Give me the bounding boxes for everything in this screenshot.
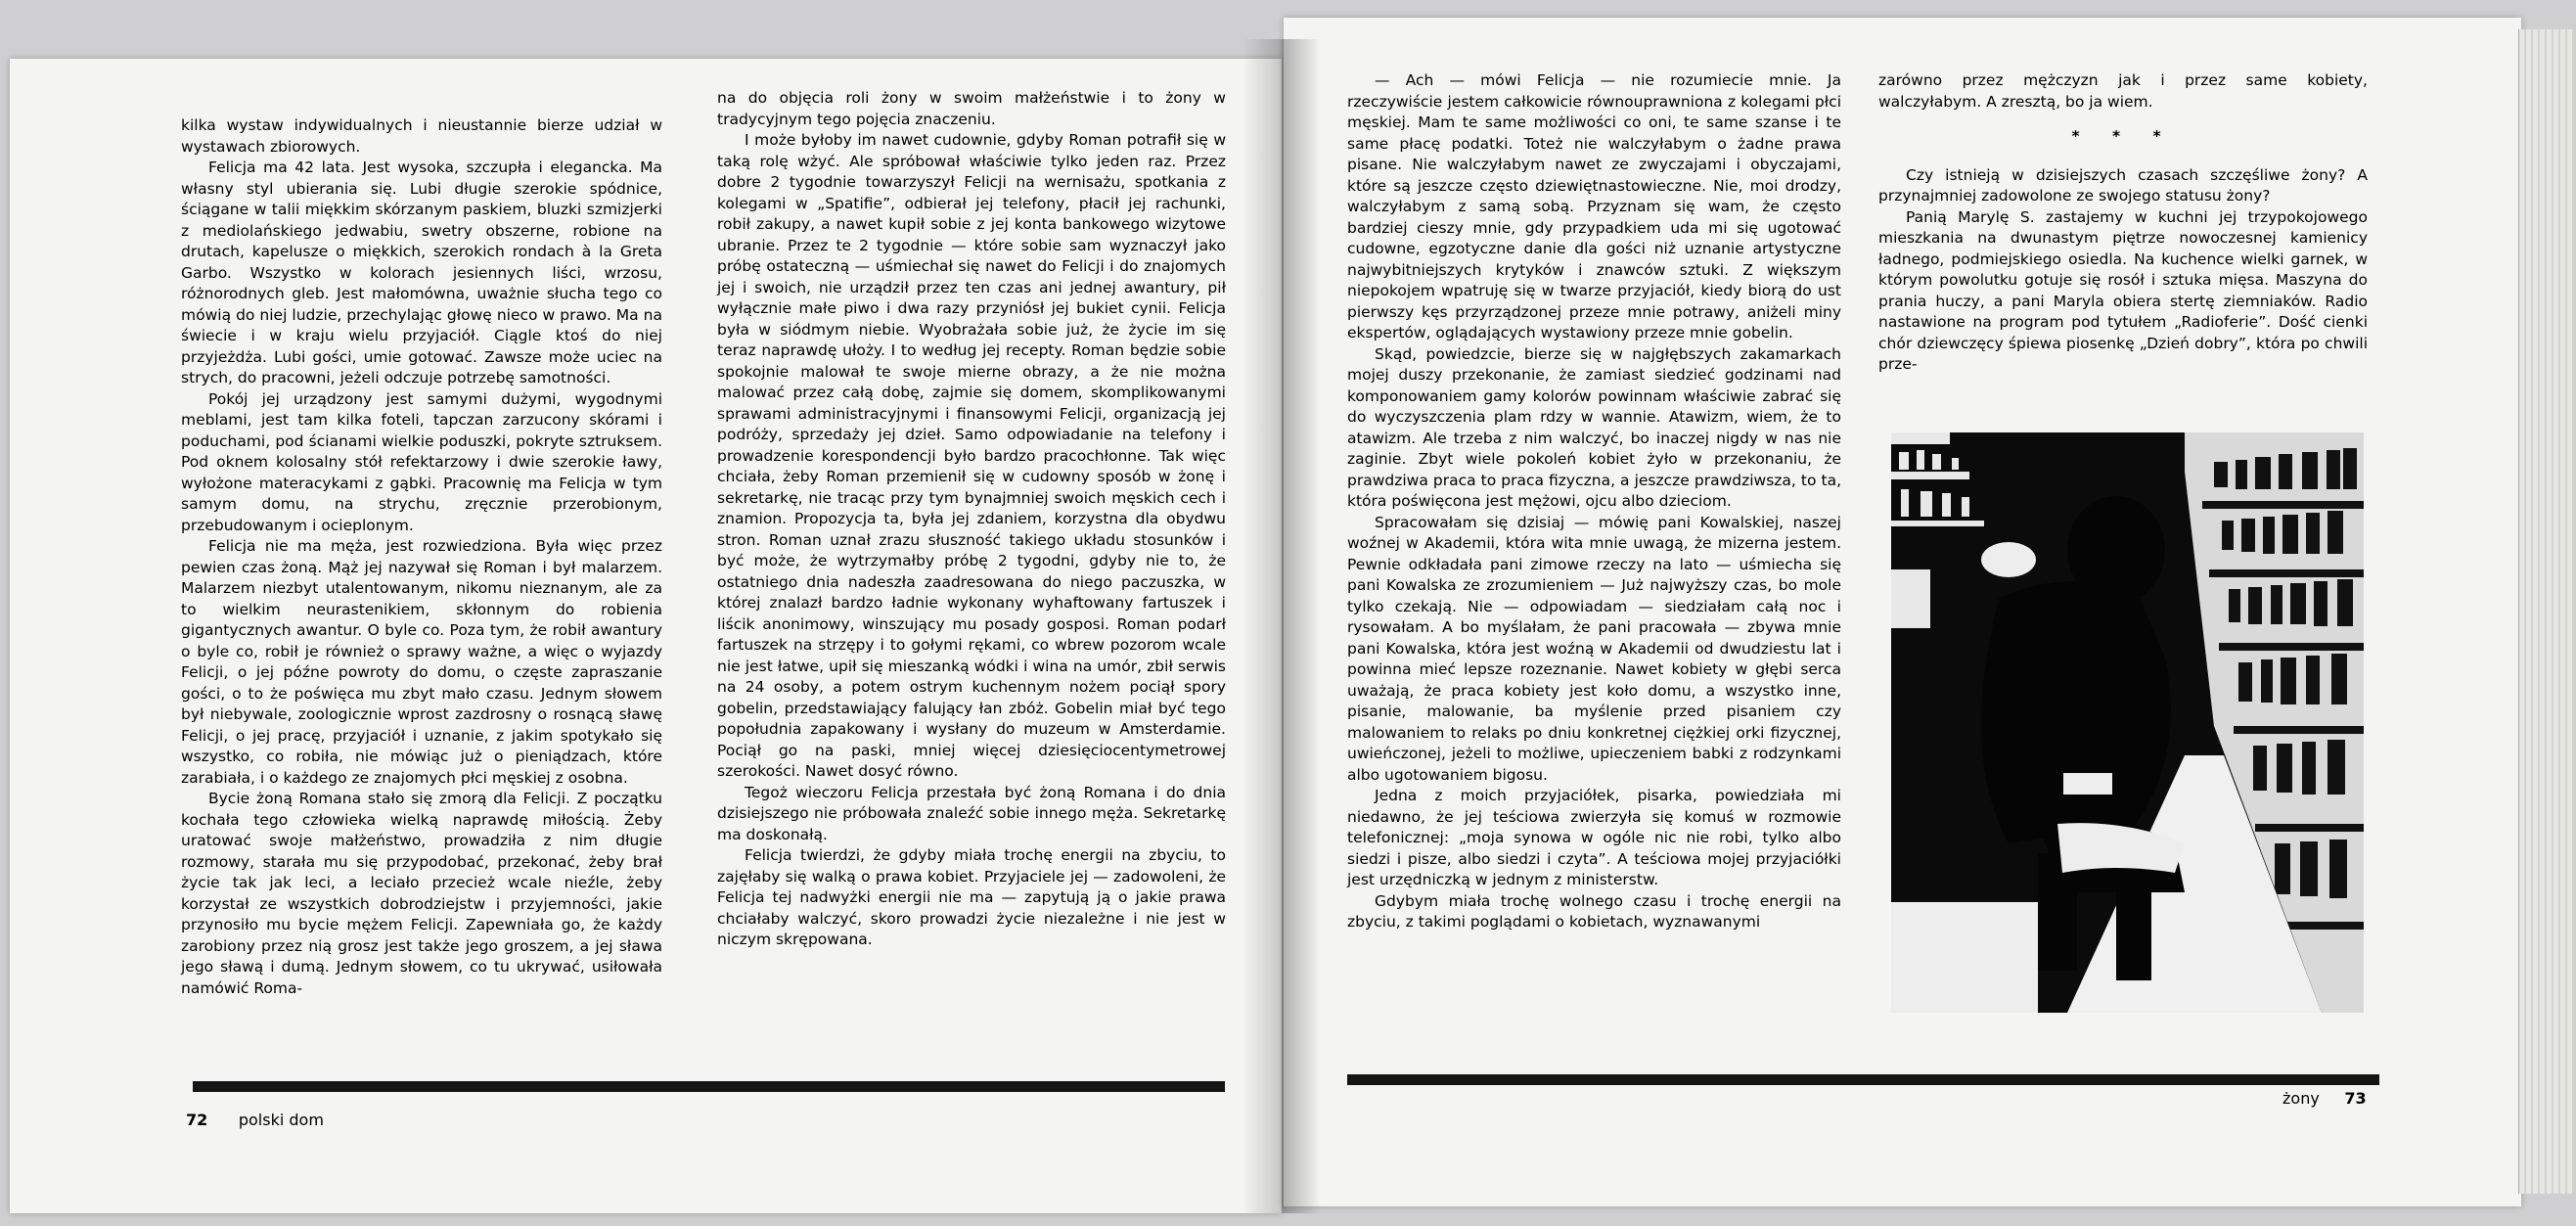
left-column-2: [717, 88, 1226, 951]
paragraph: Felicja twierdzi, że gdyby miała trochę energii na zbyciu, to zajęłaby się walką o prawa kobiet. Przyjaciele jej — zadowoleni, że Felicja tej nadwyżki energii nie ma — zapytują ją o jakie prawa chciałaby walczyć, skoro prowadzi życie niezależne i nie jest w niczym skrępowana.: [717, 846, 1226, 948]
left-column-1: [181, 115, 662, 999]
paragraph: Felicja ma 42 lata. Jest wysoka, szczupła i elegancka. Ma własny styl ubierania się. Lubi długie szerokie spódnice, ściągane w talii miękkim skórzanym paskiem, bluzki szmizjerki z mediolańskiego jedwabiu, swetry obszerne, robione na drutach, kapelusze o miękkich, szerokich rondach à la Greta Garbo. Wszystko w kolorach jesiennych liści, wrzosu, różnorodnych gleb. Jest małomówna, uważnie słucha tego co mówią do niej ludzie, przechylając głowę nieco w prawo. Ma na świecie i w kraju wielu przyjaciół. Ciągle ktoś do niej przyjeżdża. Lubi gości, umie gotować. Zawsze może uciec na strych, do pracowni, jeżeli odczuje potrzebę samotności.: [181, 159, 662, 386]
paragraph: Spracowałam się dzisiaj — mówię pani Kowalskiej, naszej woźnej w Akademii, która wita mnie uwagą, że mizerna jestem. Pewnie odkładała pani zimowe rzeczy na lato — uśmiecha się pani Kowalska ze zrozumieniem — Już najwyższy czas, bo mole tylko czekają. Nie — odpowiadam — siedziałam całą noc i rysowałam. A bo myślałam, że pani pracowała — zbywa mnie pani Kowalska, która jest woźną w Akademii od dwudziestu lat i powinna mieć lepsze rozeznanie. Nawet kobiety w głębi serca uważają, że praca kobiety jest koło domu, a wszystko inne, pisanie, malowanie, ba myślenie przed pisaniem czy malowaniem to relaks po dniu konkretnej ciężkiej orki fizycznej, uwieńczonej, jeżeli to możliwe, upieczeniem babki z rodzynkami albo ugotowaniem bigosu.: [1347, 513, 1841, 784]
paragraph: zarówno przez mężczyzn jak i przez same kobiety, walczyłabym. A zresztą, bo ja wiem.: [1878, 71, 2368, 111]
running-title: polski dom: [238, 1111, 324, 1129]
paragraph: — Ach — mówi Felicja — nie rozumiecie mnie. Ja rzeczywiście jestem całkowicie równouprawniona z kolegami płci męskiej. Mam te same możliwości co oni, te same szanse i te same płacę podatki. Toteż nie walczyłabym o żadne prawa pisane. Nie walczyłabym nawet ze zwyczajami i obyczajami, które są jeszcze często dziewiętnastowieczne. Nie, moi drodzy, walczyłabym z samą sobą. Przyznam się wam, że często bardziej cieszy mnie, gdy przypadkiem uda mi się ugotować cudowne, egzotyczne danie dla gości niż uznanie artystyczne najwybitniejszych krytyków i znawców sztuki. Z większym niepokojem wpatruję się w twarze przyjaciół, kiedy biorą do ust pierwszy kęs przyrządzonej przeze mnie potrawy, aniżeli miny ekspertów, oglądających wystawiony przeze mnie gobelin.: [1347, 71, 1841, 341]
paragraph: Pokój jej urządzony jest samymi dużymi, wygodnymi meblami, jest tam kilka foteli, tapczan zarzucony skórami i poduchami, pod ścianami wielkie poduszki, pokryte sztruksem. Pod oknem kolosalny stół refektarzowy i dwie szerokie ławy, wyłożone materacykami z gąbki. Pracownię ma Felicja w tym samym domu, na strychu, zręcznie przerobionym, przebudowanym i ocieplonym.: [181, 389, 662, 534]
running-title: żony: [2282, 1089, 2320, 1108]
paragraph: Gdybym miała trochę wolnego czasu i trochę energii na zbyciu, z takimi poglądami o kobietach, wyznawanymi: [1347, 891, 1841, 931]
section-divider-stars: * * *: [2071, 127, 2175, 145]
paragraph: Bycie żoną Romana stało się zmorą dla Felicji. Z początku kochała tego człowieka wielką naprawdę miłością. Żeby uratować swoje małżeństwo, prowadziła z nim długie rozmowy, starała mu się przypodobać, przekonać, żeby brał życie tak jak leci, a leciało przecież wcale nieźle, żeby korzystał ze wszystkich dobrodziejstw i przyjemności, jakie przynosiło mu bycie mężem Felicji. Zapewniała go, że każdy zarobiony przez nią grosz jest także jego groszem, a jej sława jego sławą i dumą. Jednym słowem, co tu ukrywać, usiłowała namówić Roma-: [181, 790, 662, 997]
book-gutter: [1243, 39, 1321, 1213]
right-footer: [2282, 1089, 2367, 1108]
paragraph: Skąd, powiedzcie, bierze się w najgłębszych zakamarkach mojej duszy przekonanie, że zamiast siedzieć godzinami nad komponowaniem gamy kolorów powinnam właściwie zabrać się do wyczyszczenia plam rdzy w wannie. Atawizm, wiem, że to atawizm. Ale trzeba z nim walczyć, bo inaczej nigdy w nas nie zaginie. Zbyt wiele pokoleń kobiet żyło w przekonaniu, że prawdziwa praca to praca fizyczna, a jeszcze prawdziwsza, to ta, która poświęcona jest mężowi, ojcu albo dzieciom.: [1347, 344, 1841, 510]
right-column-2: [1878, 70, 2368, 376]
page-number: 72: [186, 1111, 208, 1129]
paragraph: Panią Marylę S. zastajemy w kuchni jej trzypokojowego mieszkania na dwunastym piętrze nowoczesnej kamienicy ładnego, podmiejskiego osiedla. Na kuchence wielki garnek, w którym powolutku gotuje się rosół i sztuka mięsa. Maszyna do prania huczy, a pani Maryla obiera stertę ziemniaków. Radio nastawione na program pod tytułem „Radioferie”. Dość cienki chór dziewczęcy śpiewa piosenkę „Dzień dobry”, która po chwili prze-: [1878, 207, 2368, 373]
right-column-1: [1347, 70, 1841, 933]
photo-woman-in-shop-aisle: [1891, 432, 2364, 1013]
left-footer: [186, 1111, 324, 1129]
paragraph: Czy istnieją w dzisiejszych czasach szczęśliwe żony? A przynajmniej zadowolone ze swojego statusu żony?: [1878, 165, 2368, 204]
paragraph: Felicja nie ma męża, jest rozwiedziona. Była więc przez pewien czas żoną. Mąż jej nazywał się Roman i był malarzem. Malarzem niezbyt utalentowanym, nikomu nieznanym, ale za to wielkim neurastenikiem, skłonnym do robienia gigantycznych awantur. O byle co. Poza tym, że robił awantury o byle co, robił je również o sprawy ważne, a więc o wyjazdy Felicji, o jej późne powroty do domu, o częste zapraszanie gości, o to że poświęca mu zbyt mało czasu. Jednym słowem był niebywale, zoologicznie wprost zazdrosny o rosnącą sławę Felicji, o jej pracę, przyjaciół i uznanie, z jakim spotykało się wszystko, co robiła, nie mówiąc już o pieniądzach, które zarabiała, i o każdego ze znajomych płci męskiej z osobna.: [181, 537, 662, 787]
footer-rule-left: [193, 1081, 1225, 1092]
paragraph: Jedna z moich przyjaciółek, pisarka, powiedziała mi niedawno, że jej teściowa zwierzyła się komuś w rozmowie telefonicznej: „moja synowa w ogóle nic nie robi, tylko albo siedzi i pisze, albo siedzi i czyta”. A teściowa mojej przyjaciółki jest urzędniczką w jednym z ministerstw.: [1347, 787, 1841, 888]
page-number: 73: [2344, 1089, 2367, 1108]
photo-illustration: [1891, 432, 2364, 1013]
paragraph: na do objęcia roli żony w swoim małżeństwie i to żony w tradycyjnym tego pojęcia znaczeniu.: [717, 89, 1226, 128]
paragraph: I może byłoby im nawet cudownie, gdyby Roman potrafił się w taką rolę wżyć. Ale spróbował właściwie tylko jeden raz. Przez dobre 2 tygodnie towarzyszył Felicji na wernisażu, spotkania z kolegami w „Spatifie”, odbierał jej telefony, płacił jej rachunki, robił zakupy, a nawet kupił sobie z jej konta bankowego wizytowe ubranie. Przez te 2 tygodnie — które sobie sam wyznaczył jako próbę ostateczną — uśmiechał się nawet do Felicji i do znajomych jej i swoich, nie urządził przez ten czas ani jednej awantury, pił wyłącznie małe piwo i dwa razy przyniósł jej bukiet cynii. Felicja była w siódmym niebie. Wyobrażała sobie już, że życie im się teraz naprawdę ułoży. I to według jej recepty. Roman będzie sobie spokojnie malował te swoje mierne obrazy, a że nie można malować przez całą dobę, zajmie się domem, skomplikowanymi sprawami administracyjnymi i finansowymi Felicji, organizacją jej podróży, sprzedaży jej dzieł. Samo odpowiadanie na telefony i prowadzenie korespondencji było bardzo pracochłonne. Tak więc chciała, żeby Roman przemienił się w cudowny sposób w żonę i sekretarkę, nie tracąc przy tym bynajmniej swoich męskich cech i znamion. Propozycja ta, była jej zdaniem, korzystna dla obydwu stron. Roman uznał zrazu słuszność takiego układu stosunków i być może, że wytrzymałby próbę 2 tygodni, gdyby nie to, że ostatniego dnia nadeszła zaadresowana do niego paczuszka, w której znalazł bardzo ładnie wykonany wyhaftowany fartuszek i liścik anonimowy, winszujący mu posady gosposi. Roman podarł fartuszek na strzępy i to gołymi rękami, co wbrew pozorom wcale nie jest łatwe, upił się mieszanką wódki i wina na umór, zbił serwis na 24 osoby, a potem ostrym kuchennym nożem pociął spory gobelin, przedstawiający falujący łan zbóż. Gobelin miał być tego popołudnia zapakowany i wysłany do muzeum w Amsterdamie. Pociął go na paski, mniej więcej dziesięciocentymetrowej szerokości. Nawet dosyć równo.: [717, 131, 1226, 780]
footer-rule-right: [1347, 1074, 2379, 1085]
paragraph: Tegoż wieczoru Felicja przestała być żoną Romana i do dnia dzisiejszego nie próbowała znaleźć sobie innego męża. Sekretarkę ma doskonałą.: [717, 783, 1226, 843]
page-edges: [2518, 29, 2574, 1194]
paragraph: kilka wystaw indywidualnych i nieustannie bierze udział w wystawach zbiorowych.: [181, 116, 662, 156]
